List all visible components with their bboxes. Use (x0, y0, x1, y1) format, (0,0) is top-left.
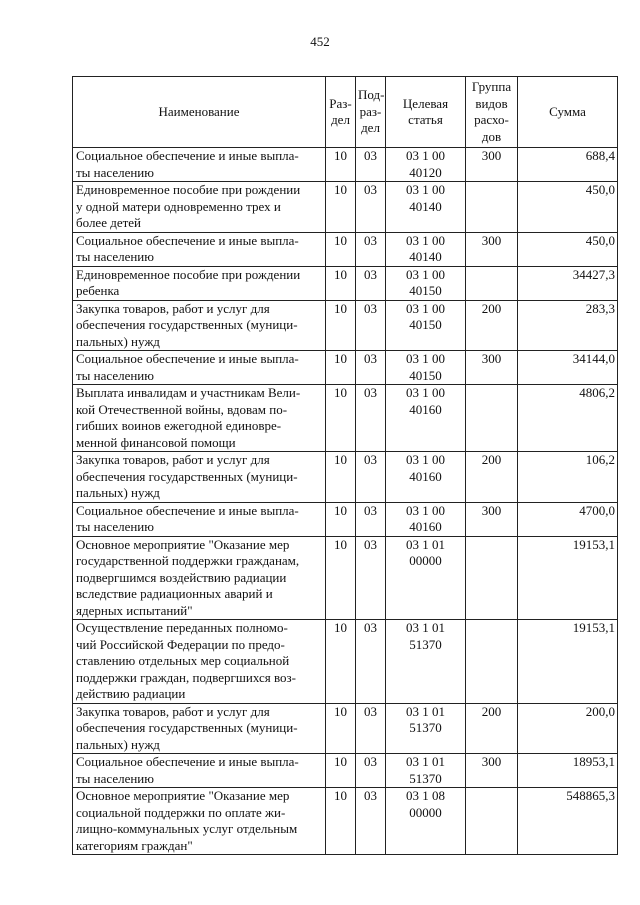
budget-table (72, 76, 618, 855)
cell-target: 03 1 01 51370 (386, 754, 466, 788)
cell-amount: 19153,1 (518, 536, 618, 620)
table-row (73, 502, 618, 536)
header-target-text: Целевая статья (402, 95, 449, 127)
cell-section: 10 (326, 300, 356, 351)
cell-subsection: 03 (356, 452, 386, 503)
table-header-row (73, 77, 618, 148)
table-row (73, 703, 618, 754)
cell-section: 10 (326, 620, 356, 704)
cell-amount: 450,0 (518, 232, 618, 266)
page-number: 452 (310, 34, 330, 49)
cell-target: 03 1 00 40160 (386, 452, 466, 503)
cell-group (466, 266, 518, 300)
cell-section: 10 (326, 788, 356, 855)
table-row (73, 232, 618, 266)
cell-subsection: 03 (356, 351, 386, 385)
cell-group: 300 (466, 148, 518, 182)
cell-group: 300 (466, 754, 518, 788)
cell-subsection: 03 (356, 148, 386, 182)
cell-amount: 200,0 (518, 703, 618, 754)
cell-section: 10 (326, 232, 356, 266)
cell-group: 200 (466, 300, 518, 351)
cell-target: 03 1 00 40140 (386, 232, 466, 266)
header-amount (518, 77, 618, 148)
cell-name: Единовременное пособие при рождении ребенка (73, 266, 326, 300)
cell-name: Закупка товаров, работ и услуг для обеспечения государственных (муници- пальных) нужд (73, 452, 326, 503)
table-row (73, 788, 618, 855)
cell-name: Социальное обеспечение и иные выпла- ты населению (73, 502, 326, 536)
cell-subsection: 03 (356, 788, 386, 855)
table-row (73, 266, 618, 300)
cell-subsection: 03 (356, 300, 386, 351)
cell-amount: 34427,3 (518, 266, 618, 300)
table-row (73, 300, 618, 351)
cell-name: Единовременное пособие при рождении у одной матери одновременно трех и более детей (73, 182, 326, 233)
cell-target: 03 1 08 00000 (386, 788, 466, 855)
cell-section: 10 (326, 351, 356, 385)
cell-group (466, 788, 518, 855)
cell-subsection: 03 (356, 232, 386, 266)
header-subsection (356, 77, 386, 148)
cell-target: 03 1 00 40150 (386, 266, 466, 300)
cell-amount: 450,0 (518, 182, 618, 233)
cell-name: Основное мероприятие "Оказание мер государственной поддержки гражданам, подвергшимся воздействию радиации вследствие радиационных аварий и ядерных испытаний" (73, 536, 326, 620)
table-row (73, 385, 618, 452)
header-name-text: Наименование (158, 103, 240, 119)
cell-amount: 283,3 (518, 300, 618, 351)
cell-target: 03 1 01 51370 (386, 620, 466, 704)
cell-subsection: 03 (356, 502, 386, 536)
cell-section: 10 (326, 502, 356, 536)
cell-subsection: 03 (356, 182, 386, 233)
header-amount-text: Сумма (549, 103, 586, 119)
cell-target: 03 1 00 40120 (386, 148, 466, 182)
table-row (73, 754, 618, 788)
cell-group (466, 536, 518, 620)
cell-name: Социальное обеспечение и иные выпла- ты населению (73, 351, 326, 385)
cell-subsection: 03 (356, 266, 386, 300)
cell-target: 03 1 00 40150 (386, 300, 466, 351)
cell-subsection: 03 (356, 620, 386, 704)
cell-amount: 688,4 (518, 148, 618, 182)
cell-name: Социальное обеспечение и иные выпла- ты населению (73, 148, 326, 182)
cell-group (466, 385, 518, 452)
cell-target: 03 1 01 51370 (386, 703, 466, 754)
cell-amount: 34144,0 (518, 351, 618, 385)
cell-target: 03 1 00 40150 (386, 351, 466, 385)
cell-name: Основное мероприятие "Оказание мер социальной поддержки по оплате жи- лищно-коммунальных услуг отдельным категориям граждан" (73, 788, 326, 855)
cell-subsection: 03 (356, 703, 386, 754)
cell-name: Закупка товаров, работ и услуг для обеспечения государственных (муници- пальных) нужд (73, 703, 326, 754)
cell-amount: 19153,1 (518, 620, 618, 704)
cell-target: 03 1 01 00000 (386, 536, 466, 620)
cell-section: 10 (326, 148, 356, 182)
table-row (73, 536, 618, 620)
cell-name: Социальное обеспечение и иные выпла- ты населению (73, 232, 326, 266)
table-row (73, 620, 618, 704)
cell-section: 10 (326, 266, 356, 300)
cell-section: 10 (326, 385, 356, 452)
cell-name: Закупка товаров, работ и услуг для обеспечения государственных (муници- пальных) нужд (73, 300, 326, 351)
cell-name: Выплата инвалидам и участникам Вели- кой Отечественной войны, вдовам по- гибших воинов ежегодной единовре- менной финансовой помощи (73, 385, 326, 452)
cell-section: 10 (326, 703, 356, 754)
cell-section: 10 (326, 754, 356, 788)
cell-subsection: 03 (356, 385, 386, 452)
header-section-text: Раз- дел (329, 95, 352, 127)
table-row (73, 182, 618, 233)
table-row (73, 351, 618, 385)
cell-amount: 4700,0 (518, 502, 618, 536)
cell-group: 300 (466, 232, 518, 266)
cell-amount: 4806,2 (518, 385, 618, 452)
cell-section: 10 (326, 536, 356, 620)
cell-group: 300 (466, 502, 518, 536)
cell-name: Социальное обеспечение и иные выпла- ты населению (73, 754, 326, 788)
cell-subsection: 03 (356, 536, 386, 620)
cell-amount: 548865,3 (518, 788, 618, 855)
header-section (326, 77, 356, 148)
table-row (73, 148, 618, 182)
header-group (466, 77, 518, 148)
cell-group (466, 620, 518, 704)
cell-group: 300 (466, 351, 518, 385)
cell-group: 200 (466, 703, 518, 754)
cell-amount: 18953,1 (518, 754, 618, 788)
table-row (73, 452, 618, 503)
cell-amount: 106,2 (518, 452, 618, 503)
cell-target: 03 1 00 40140 (386, 182, 466, 233)
cell-section: 10 (326, 182, 356, 233)
cell-group: 200 (466, 452, 518, 503)
cell-target: 03 1 00 40160 (386, 385, 466, 452)
cell-target: 03 1 00 40160 (386, 502, 466, 536)
cell-group (466, 182, 518, 233)
header-target (386, 77, 466, 148)
cell-section: 10 (326, 452, 356, 503)
cell-name: Осуществление переданных полномо- чий Российской Федерации по предо- ставлению отдельных мер социальной поддержки граждан, подвергшихся воз- действию радиации (73, 620, 326, 704)
header-name (73, 77, 326, 148)
header-subsection-text: Под- раз- дел (358, 87, 385, 136)
cell-subsection: 03 (356, 754, 386, 788)
table-body (73, 148, 618, 855)
header-group-text: Группа видов расхо- дов (471, 79, 512, 144)
